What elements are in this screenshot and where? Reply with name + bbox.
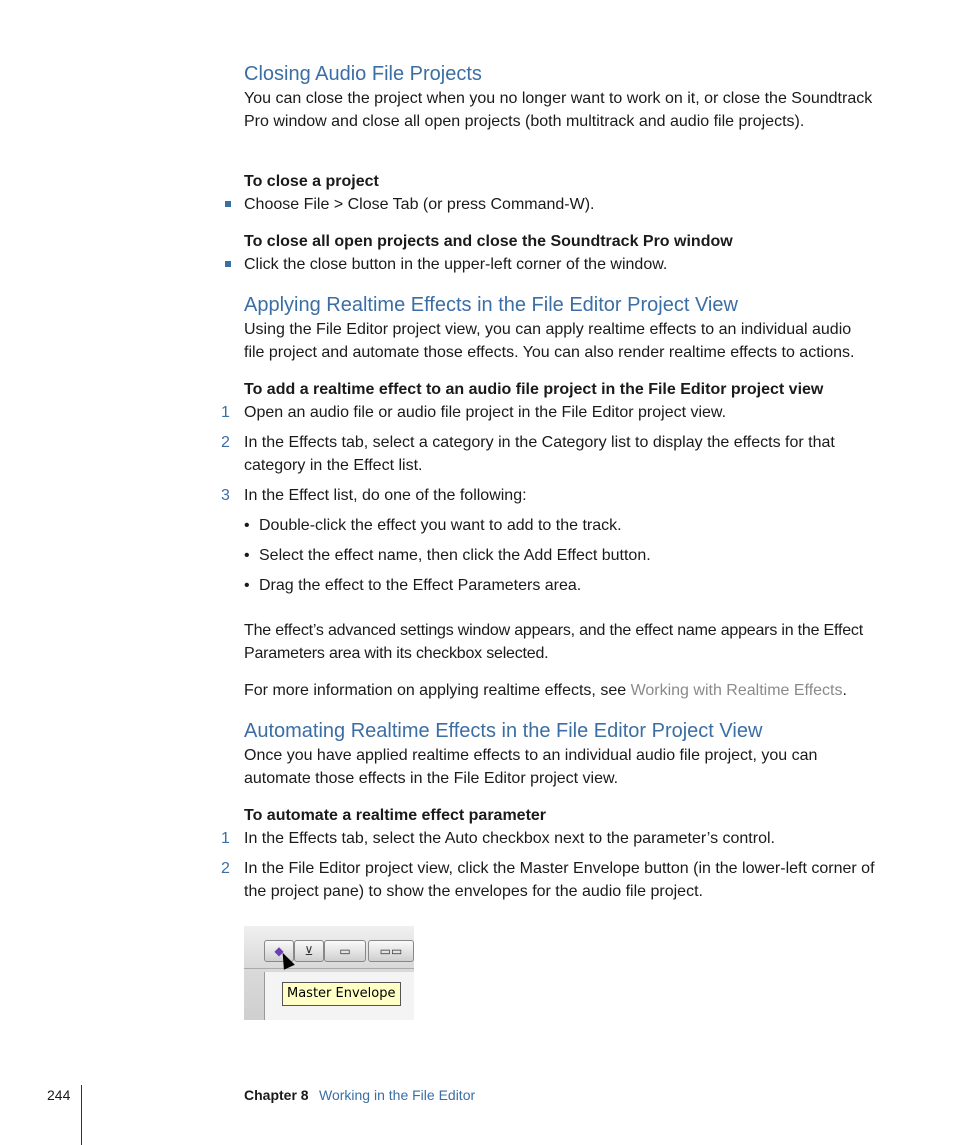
task-title-close-all: To close all open projects and close the Soundtrack Pro window — [244, 233, 733, 250]
more-info-prefix: For more information on applying realtime effects, see — [244, 682, 631, 699]
step-number: 1 — [221, 830, 230, 847]
bullet-item: Double-click the effect you want to add to the track. — [259, 517, 622, 534]
bullet-dot-icon: • — [244, 577, 250, 594]
bullet-square-icon — [225, 261, 231, 267]
task-step-close-all: Click the close button in the upper-left corner of the window. — [244, 256, 668, 273]
page-number: 244 — [47, 1087, 71, 1103]
step-text: In the Effect list, do one of the following: — [244, 487, 527, 504]
chapter-label: Chapter 8 — [244, 1087, 309, 1103]
step-number: 2 — [221, 860, 230, 877]
task-step-close-project: Choose File > Close Tab (or press Command-W). — [244, 196, 595, 213]
bullet-dot-icon: • — [244, 517, 250, 534]
filter-icon[interactable]: ⊻ — [294, 940, 324, 962]
toolbar — [244, 926, 414, 969]
more-info-paragraph — [244, 679, 847, 702]
step-text: Open an audio file or audio file project in the File Editor project view. — [244, 404, 727, 421]
grid-icon[interactable]: ▭▭ — [368, 940, 414, 962]
master-envelope-button-icon[interactable]: ◆ — [264, 940, 294, 962]
master-envelope-screenshot — [244, 926, 414, 1020]
step-text: In the Effects tab, select a category in the Category list to display the effects for that category in the Effect list. — [244, 434, 835, 474]
section-intro-applying: Using the File Editor project view, you can apply realtime effects to an individual audio file project and automate those effects. You can also render realtime effects to actions. — [244, 321, 855, 361]
bullet-item: Drag the effect to the Effect Parameters area. — [259, 577, 582, 594]
chapter-title: Working in the File Editor — [319, 1087, 476, 1103]
bullet-dot-icon: • — [244, 547, 250, 564]
section-title-automating: Automating Realtime Effects in the File Editor Project View — [244, 720, 763, 742]
step-number: 1 — [221, 404, 230, 421]
task-title-add-effect: To add a realtime effect to an audio file project in the File Editor project view — [244, 381, 824, 398]
realtime-effects-link[interactable]: Working with Realtime Effects — [630, 682, 843, 699]
step-number: 2 — [221, 434, 230, 451]
section-intro-closing: You can close the project when you no longer want to work on it, or close the Soundtrack Pro window and close all open projects (both multitrack and audio file projects). — [244, 90, 873, 130]
ruler-icon[interactable]: ▭ — [324, 940, 366, 962]
task-title-close-project: To close a project — [244, 173, 379, 190]
tooltip: Master Envelope — [282, 982, 401, 1006]
step-text: In the Effects tab, select the Auto checkbox next to the parameter’s control. — [244, 830, 775, 847]
result-text: The effect’s advanced settings window appears, and the effect name appears in the Effect Parameters area with its checkbox selected. — [244, 622, 863, 662]
step-text: In the File Editor project view, click the Master Envelope button (in the lower-left corner of the project pane) to show the envelopes for the audio file project. — [244, 860, 875, 900]
bullet-square-icon — [225, 201, 231, 207]
section-title-applying: Applying Realtime Effects in the File Editor Project View — [244, 294, 738, 316]
section-title-closing: Closing Audio File Projects — [244, 63, 482, 85]
more-info-suffix: . — [842, 682, 847, 699]
task-title-automate: To automate a realtime effect parameter — [244, 807, 547, 824]
footer-divider — [81, 1085, 82, 1145]
section-intro-automating: Once you have applied realtime effects to an individual audio file project, you can automate those effects in the File Editor project view. — [244, 747, 818, 787]
bullet-item: Select the effect name, then click the Add Effect button. — [259, 547, 651, 564]
step-number: 3 — [221, 487, 230, 504]
